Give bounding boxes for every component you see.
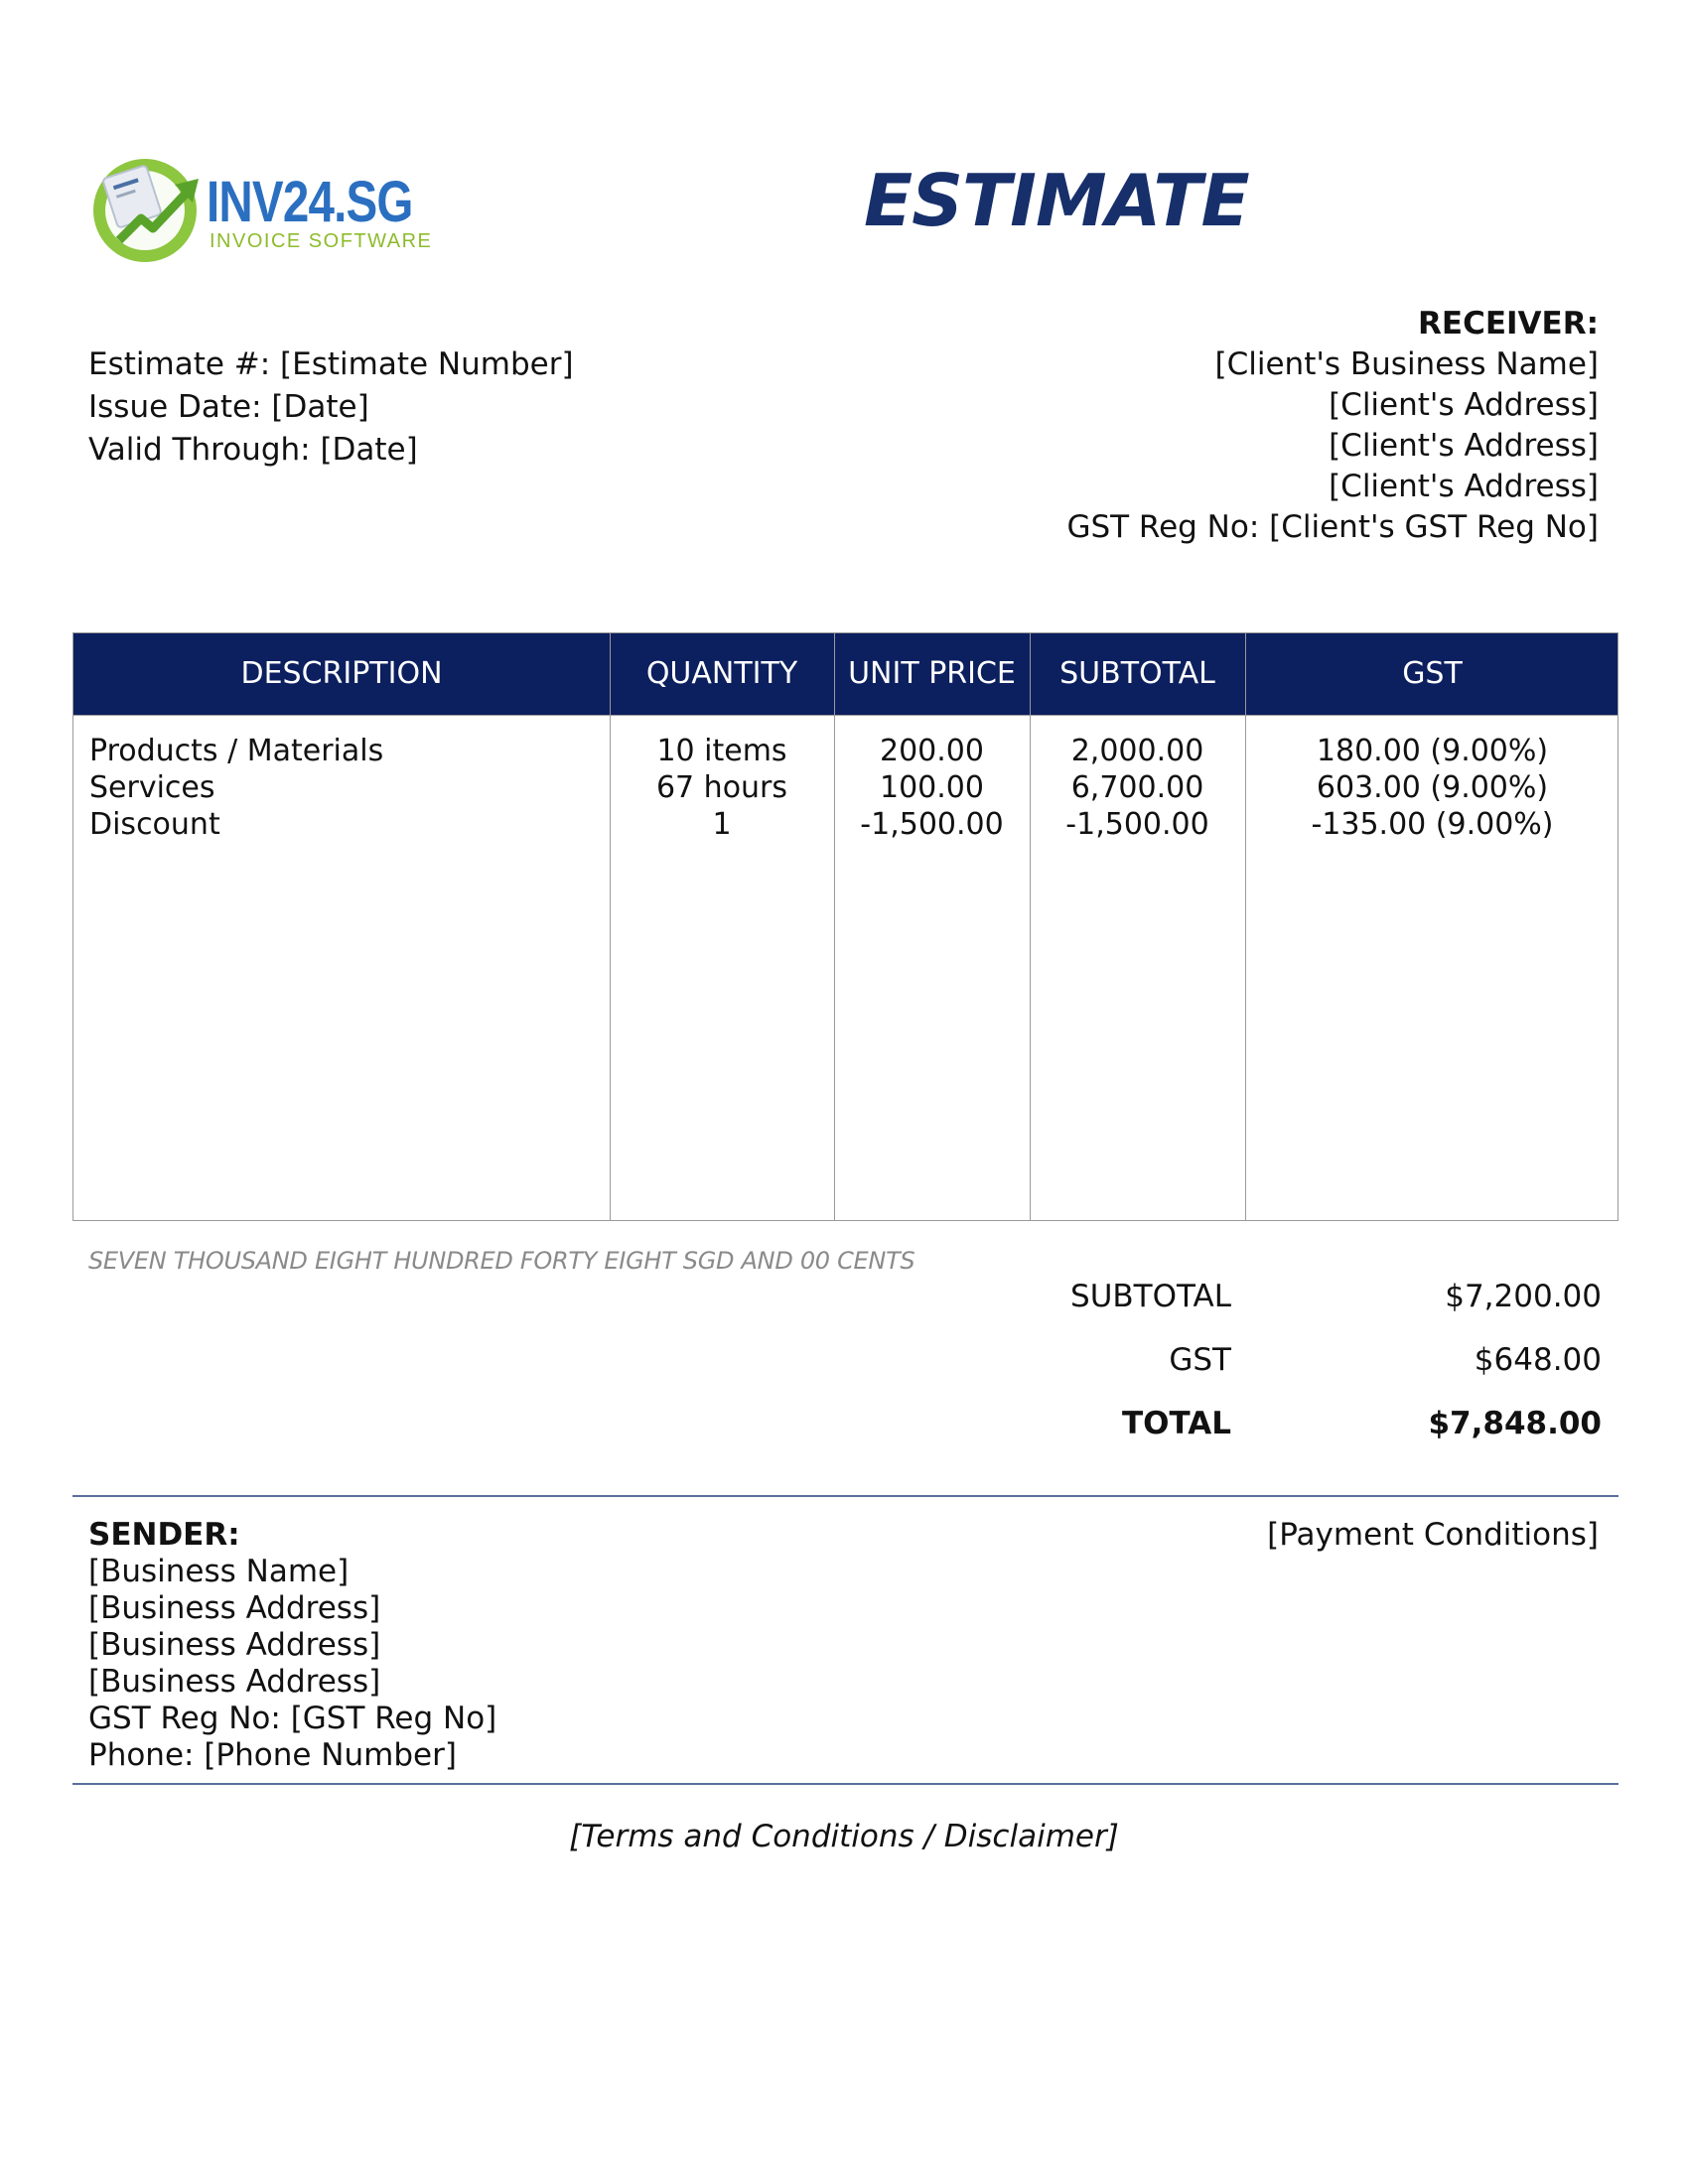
table-cell: -1,500.00 <box>1065 807 1209 842</box>
table-cell: Services <box>89 770 215 805</box>
sender-business-name: [Business Name] <box>88 1554 350 1589</box>
receiver-address-line: [Client's Address] <box>1329 387 1599 423</box>
table-cell: 10 items <box>656 734 787 768</box>
valid-through: Valid Through: [Date] <box>88 432 418 468</box>
table-cell: Discount <box>89 807 220 842</box>
column-divider <box>610 633 611 1220</box>
logo-mark-icon <box>89 149 209 268</box>
sender-heading: SENDER: <box>88 1517 240 1553</box>
column-divider <box>1030 633 1031 1220</box>
table-cell: -135.00 (9.00%) <box>1311 807 1554 842</box>
sender-address-line: [Business Address] <box>88 1627 381 1663</box>
document-title: ESTIMATE <box>864 159 1249 242</box>
subtotal-label: SUBTOTAL <box>1070 1279 1231 1314</box>
receiver-business-name: [Client's Business Name] <box>1214 346 1599 382</box>
column-header-description: DESCRIPTION <box>240 656 443 691</box>
amount-in-words: SEVEN THOUSAND EIGHT HUNDRED FORTY EIGHT SGD AND 00 CENTS <box>88 1247 915 1275</box>
table-cell: Products / Materials <box>89 734 384 768</box>
estimate-number: Estimate #: [Estimate Number] <box>88 346 574 382</box>
column-header-unit-price: UNIT PRICE <box>848 656 1016 691</box>
issue-date: Issue Date: [Date] <box>88 389 369 425</box>
column-divider <box>1245 633 1246 1220</box>
total-label: TOTAL <box>1122 1406 1231 1441</box>
section-divider <box>72 1495 1618 1497</box>
sender-address-line: [Business Address] <box>88 1590 381 1626</box>
brand-name: INV24.SG <box>207 170 413 234</box>
table-cell: 2,000.00 <box>1070 734 1204 768</box>
sender-block <box>88 1517 496 1774</box>
sender-address-line: [Business Address] <box>88 1664 381 1700</box>
receiver-address-line: [Client's Address] <box>1329 469 1599 504</box>
section-divider <box>72 1783 1618 1785</box>
table-cell: 180.00 (9.00%) <box>1316 734 1549 768</box>
table-cell: 6,700.00 <box>1070 770 1204 805</box>
receiver-block <box>1066 304 1599 548</box>
table-cell: 1 <box>712 807 732 842</box>
description-column <box>89 733 383 843</box>
total-value: $7,848.00 <box>1428 1406 1602 1441</box>
line-items-table <box>72 632 1618 1221</box>
gst-column <box>1245 733 1619 843</box>
column-header-gst: GST <box>1402 656 1463 691</box>
table-header <box>73 633 1618 715</box>
unit-price-column <box>834 733 1030 843</box>
column-divider <box>834 633 835 1220</box>
estimate-meta <box>88 343 574 472</box>
terms-disclaimer: [Terms and Conditions / Disclaimer] <box>569 1819 1119 1854</box>
receiver-gst-reg: GST Reg No: [Client's GST Reg No] <box>1066 509 1599 545</box>
brand-tagline: INVOICE SOFTWARE <box>210 230 433 252</box>
receiver-heading: RECEIVER: <box>1418 306 1599 341</box>
table-cell: 67 hours <box>655 770 788 805</box>
subtotal-column <box>1030 733 1245 843</box>
gst-value: $648.00 <box>1474 1342 1602 1378</box>
table-cell: 200.00 <box>880 734 984 768</box>
column-header-subtotal: SUBTOTAL <box>1059 656 1215 691</box>
table-cell: -1,500.00 <box>860 807 1004 842</box>
sender-gst-reg: GST Reg No: [GST Reg No] <box>88 1701 497 1736</box>
header-divider <box>73 715 1618 716</box>
payment-conditions: [Payment Conditions] <box>1267 1517 1599 1553</box>
table-cell: 100.00 <box>880 770 984 805</box>
column-header-quantity: QUANTITY <box>645 656 798 691</box>
gst-label: GST <box>1169 1342 1231 1378</box>
table-cell: 603.00 (9.00%) <box>1316 770 1549 805</box>
receiver-address-line: [Client's Address] <box>1329 428 1599 464</box>
quantity-column <box>610 733 834 843</box>
sender-phone: Phone: [Phone Number] <box>88 1737 457 1773</box>
subtotal-value: $7,200.00 <box>1445 1279 1602 1314</box>
